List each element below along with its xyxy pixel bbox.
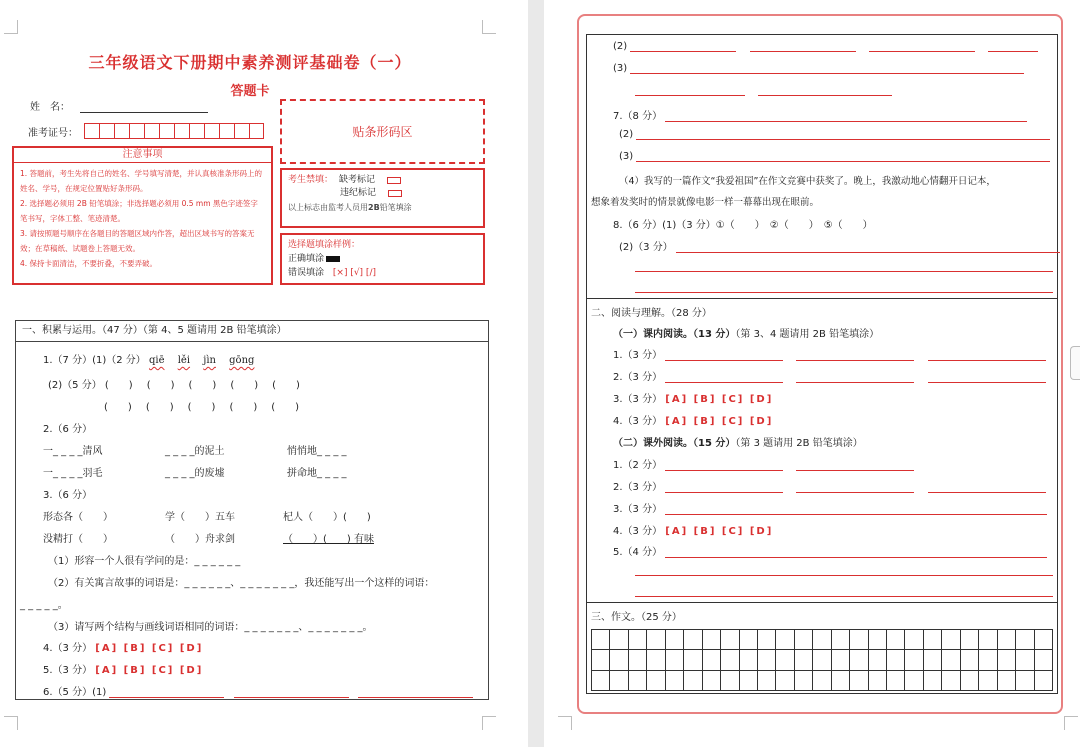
name-label: 姓 名： <box>30 102 70 113</box>
composition-cell[interactable] <box>795 630 813 650</box>
composition-cell[interactable] <box>869 671 887 691</box>
composition-cell[interactable] <box>758 630 776 650</box>
composition-cell[interactable] <box>1016 630 1034 650</box>
q3-3[interactable]: （3）请写两个结构与画线词语相同的词语：_ _ _ _ _ _ _、_ _ _ _ _ _ _。 <box>48 622 373 633</box>
section1-answer-box <box>15 320 489 700</box>
composition-cell[interactable] <box>813 671 831 691</box>
pinyin-word: qiē <box>148 355 165 366</box>
composition-cell[interactable] <box>1016 650 1034 670</box>
composition-cell[interactable] <box>1035 671 1053 691</box>
composition-cell[interactable] <box>721 671 739 691</box>
q8-2-line-c[interactable] <box>635 282 1053 293</box>
q2-row[interactable]: 一_ _ _ _清风 _ _ _ _的泥土 悄悄地_ _ _ _ <box>43 446 347 457</box>
composition-cell[interactable] <box>961 671 979 691</box>
composition-cell[interactable] <box>998 650 1016 670</box>
q1-line: 1.（7 分）(1)（2 分） qiē lěi jìn gōng <box>43 355 255 366</box>
composition-cell[interactable] <box>887 650 905 670</box>
composition-cell[interactable] <box>647 650 665 670</box>
composition-cell[interactable] <box>610 630 628 650</box>
pinyin-word: gōng <box>229 355 255 366</box>
composition-cell[interactable] <box>850 650 868 670</box>
composition-cell[interactable] <box>666 630 684 650</box>
composition-cell[interactable] <box>942 630 960 650</box>
b1-line[interactable]: 1.（2 分） <box>613 456 914 471</box>
composition-cell[interactable] <box>776 671 794 691</box>
filled-sample <box>326 256 340 262</box>
crop-mark <box>482 20 496 34</box>
q7-4-text-b: 想象着发奖时的情景就像电影一样一幕幕出现在眼前。 <box>591 197 820 208</box>
composition-cell[interactable] <box>776 650 794 670</box>
composition-cell[interactable] <box>776 630 794 650</box>
composition-cell[interactable] <box>703 630 721 650</box>
exam-id-label: 准考证号： <box>28 127 78 139</box>
composition-cell[interactable] <box>758 671 776 691</box>
composition-cell[interactable] <box>629 650 647 670</box>
q6-line[interactable]: 6.（5 分）(1) <box>43 683 473 698</box>
composition-cell[interactable] <box>998 630 1016 650</box>
composition-cell[interactable] <box>703 650 721 670</box>
section2-answer-box <box>586 298 1058 602</box>
exam-id-boxes[interactable] <box>84 123 264 139</box>
composition-cell[interactable] <box>610 671 628 691</box>
q8-line[interactable]: 8.（6 分）(1)（3 分）①（ ） ②（ ） ⑤（ ） <box>613 220 873 231</box>
composition-cell[interactable] <box>684 650 702 670</box>
q3-row[interactable]: 形态各（ ） 学（ ）五车 杞人（ ）( ) <box>43 512 371 523</box>
composition-cell[interactable] <box>666 671 684 691</box>
a3-line[interactable]: 3.（3 分） [A] [B] [C] [D] <box>613 394 774 405</box>
composition-cell[interactable] <box>592 650 610 670</box>
section2-heading: 二、阅读与理解。（28 分） <box>591 308 712 319</box>
wrong-marks: [×] [√] [/] <box>332 268 376 278</box>
b3-line[interactable]: 3.（3 分） <box>613 500 1047 515</box>
r2-line[interactable]: (2) <box>613 41 1038 52</box>
q7-2-line[interactable]: (2) <box>619 129 1050 140</box>
q5-line[interactable]: 5.（3 分） [A] [B] [C] [D] <box>43 665 204 676</box>
q3-label: 3.（6 分） <box>43 490 93 501</box>
composition-cell[interactable] <box>740 630 758 650</box>
composition-cell[interactable] <box>832 671 850 691</box>
b4-line[interactable]: 4.（3 分） [A] [B] [C] [D] <box>613 526 774 537</box>
left-page <box>0 0 528 747</box>
composition-cell[interactable] <box>592 671 610 691</box>
crop-mark <box>558 716 572 730</box>
composition-cell[interactable] <box>905 630 923 650</box>
choice-bubbles[interactable]: [A] [B] [C] [D] <box>665 416 774 427</box>
b5-line[interactable]: 5.（4 分） <box>613 543 1047 558</box>
choice-bubbles[interactable]: [A] [B] [C] [D] <box>665 394 774 405</box>
composition-cell[interactable] <box>1035 650 1053 670</box>
composition-cell[interactable] <box>924 630 942 650</box>
composition-cell[interactable] <box>647 671 665 691</box>
composition-cell[interactable] <box>924 650 942 670</box>
choice-bubbles[interactable]: [A] [B] [C] [D] <box>665 526 774 537</box>
q7-3-line[interactable]: (3) <box>619 151 1050 162</box>
composition-grid[interactable] <box>591 629 1053 691</box>
composition-cell[interactable] <box>850 630 868 650</box>
q2-row[interactable]: 一_ _ _ _羽毛 _ _ _ _的废墟 拼命地_ _ _ _ <box>43 468 347 479</box>
composition-cell[interactable] <box>592 630 610 650</box>
pinyin-word: lěi <box>177 355 191 366</box>
notice-item: 2. 选择题必须用 2B 铅笔填涂；非选择题必须用 0.5 mm 黑色字迹签字笔书写，字体工整、笔迹清楚。 <box>20 199 258 223</box>
absent-checkbox[interactable] <box>387 177 401 184</box>
q4-line[interactable]: 4.（3 分） [A] [B] [C] [D] <box>43 643 204 654</box>
right-page <box>544 0 1080 747</box>
composition-cell[interactable] <box>813 650 831 670</box>
barcode-area: 贴条形码区 <box>280 99 485 164</box>
crop-mark <box>1064 716 1078 730</box>
q7-line[interactable]: 7.（8 分） <box>613 107 1027 122</box>
b2-line[interactable]: 2.（3 分） <box>613 478 1046 493</box>
composition-cell[interactable] <box>1035 630 1053 650</box>
composition-cell[interactable] <box>647 630 665 650</box>
choice-bubbles[interactable]: [A] [B] [C] [D] <box>95 665 204 676</box>
page-title: 三年级语文下册期中素养测评基础卷（一） <box>88 53 412 72</box>
composition-cell[interactable] <box>832 650 850 670</box>
q3-1[interactable]: （1）形容一个人很有学问的是：_ _ _ _ _ _ <box>48 556 241 567</box>
composition-cell[interactable] <box>979 650 997 670</box>
composition-cell[interactable] <box>905 650 923 670</box>
subsection-in-class: （一）课内阅读。（13 分）（第 3、4 题请用 2B 铅笔填涂） <box>613 329 880 340</box>
composition-cell[interactable] <box>610 650 628 670</box>
notice-item: 3. 请按照题号顺序在各题目的答题区域内作答，超出区域书写的答案无效；在草稿纸、试题卷上答题无效。 <box>20 229 255 253</box>
composition-cell[interactable] <box>758 650 776 670</box>
composition-cell[interactable] <box>629 671 647 691</box>
composition-cell[interactable] <box>684 671 702 691</box>
section1-heading: 一、积累与运用。（47 分）（第 4、5 题请用 2B 铅笔填涂） <box>16 321 488 342</box>
crop-mark <box>482 716 496 730</box>
composition-cell[interactable] <box>850 671 868 691</box>
fill-sample-box <box>280 233 485 285</box>
name-input-line[interactable] <box>80 102 208 113</box>
notice-item: 4. 保持卡面清洁，不要折叠，不要弄破。 <box>20 259 158 268</box>
composition-cell[interactable] <box>869 650 887 670</box>
name-field[interactable] <box>30 98 208 113</box>
examiner-mark-box <box>280 168 485 228</box>
composition-cell[interactable] <box>721 650 739 670</box>
r3-line-b[interactable] <box>635 85 892 96</box>
exam-id-field[interactable] <box>28 123 264 139</box>
composition-cell[interactable] <box>629 630 647 650</box>
notice-box <box>12 146 273 285</box>
pinyin-word: jìn <box>203 355 216 366</box>
composition-cell[interactable] <box>961 630 979 650</box>
choice-bubbles[interactable]: [A] [B] [C] [D] <box>95 643 204 654</box>
composition-cell[interactable] <box>684 630 702 650</box>
q7-4-text: （4）我写的一篇作文“我爱祖国”在作文竞赛中获奖了。晚上，我激动地心情翻开日记本， <box>619 176 996 187</box>
section1-continued-box <box>586 34 1058 298</box>
composition-cell[interactable] <box>942 650 960 670</box>
composition-cell[interactable] <box>979 671 997 691</box>
absent-label: 缺考标记 <box>339 175 376 185</box>
violation-checkbox[interactable] <box>388 190 402 197</box>
composition-cell[interactable] <box>942 671 960 691</box>
q3-row[interactable]: 没精打（ ） （ ）舟求剑 （ ）( ) 有味 <box>43 534 374 545</box>
section3-heading: 三、作文。（25 分） <box>591 612 682 623</box>
a2-line[interactable]: 2.（3 分） <box>613 368 1046 383</box>
sample-title: 选择题填涂样例： <box>288 240 361 250</box>
composition-cell[interactable] <box>887 630 905 650</box>
composition-cell[interactable] <box>924 671 942 691</box>
b5-line-c[interactable] <box>635 586 1053 597</box>
page-subtitle: 答题卡 <box>230 84 270 99</box>
notice-item: 1. 答题前，考生先将自己的姓名、学号填写清楚，并认真核准条形码上的姓名、学号，在规定位置贴好条形码。 <box>20 169 263 193</box>
composition-cell[interactable] <box>795 650 813 670</box>
composition-cell[interactable] <box>998 671 1016 691</box>
q8-2-line[interactable]: (2)（3 分） <box>619 238 1060 253</box>
composition-cell[interactable] <box>887 671 905 691</box>
a1-line[interactable]: 1.（3 分） <box>613 346 1046 361</box>
r3-line[interactable]: (3) <box>613 63 1024 74</box>
composition-cell[interactable] <box>813 630 831 650</box>
a4-line[interactable]: 4.（3 分） [A] [B] [C] [D] <box>613 416 774 427</box>
q1-2-line-b[interactable]: ( ) ( ) ( ) ( ) ( ) <box>104 402 300 413</box>
violation-label: 违纪标记 <box>340 188 377 198</box>
section3-answer-box <box>586 602 1058 694</box>
q3-2[interactable]: （2）有关寓言故事的词语是：_ _ _ _ _ _、_ _ _ _ _ _ _，我还能写出一个这样的词语： <box>48 578 435 589</box>
composition-cell[interactable] <box>905 671 923 691</box>
notice-title: 注意事项 <box>14 148 271 163</box>
composition-cell[interactable] <box>795 671 813 691</box>
q3-2b[interactable]: _ _ _ _ _。 <box>20 600 68 611</box>
composition-cell[interactable] <box>740 671 758 691</box>
crop-mark <box>4 716 18 730</box>
b5-line-b[interactable] <box>635 565 1053 576</box>
composition-cell[interactable] <box>721 630 739 650</box>
examiner-note: 以上标志由监考人员用2B铅笔填涂 <box>288 203 412 212</box>
q2-label: 2.（6 分） <box>43 424 93 435</box>
composition-cell[interactable] <box>832 630 850 650</box>
correct-label: 正确填涂 <box>288 254 325 264</box>
subsection-extra: （二）课外阅读。（15 分）（第 3 题请用 2B 铅笔填涂） <box>613 438 863 449</box>
composition-cell[interactable] <box>740 650 758 670</box>
side-scroll-tab[interactable] <box>1070 346 1080 380</box>
crop-mark <box>4 20 18 34</box>
composition-cell[interactable] <box>961 650 979 670</box>
composition-cell[interactable] <box>703 671 721 691</box>
q8-2-line-b[interactable] <box>635 261 1053 272</box>
composition-cell[interactable] <box>869 630 887 650</box>
examiner-label: 考生禁填： <box>288 175 334 185</box>
composition-cell[interactable] <box>979 630 997 650</box>
composition-cell[interactable] <box>666 650 684 670</box>
q1-2-line[interactable]: (2)（5 分） ( ) ( ) ( ) ( ) ( ) <box>48 380 300 391</box>
composition-cell[interactable] <box>1016 671 1034 691</box>
wrong-label: 错误填涂 <box>288 268 325 278</box>
